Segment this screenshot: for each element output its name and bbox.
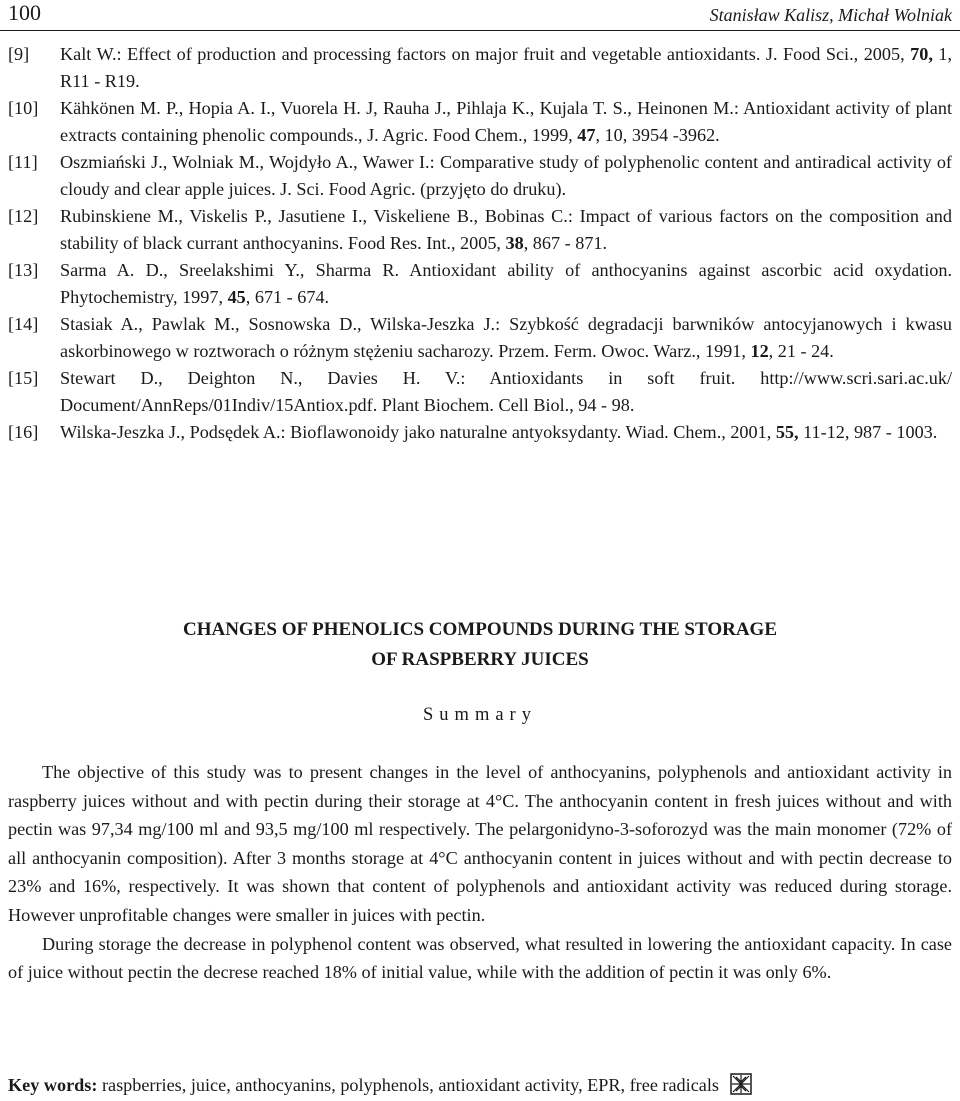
- reference-text-tail: , 10, 3954 -3962.: [595, 125, 720, 145]
- title-line-1: CHANGES OF PHENOLICS COMPOUNDS DURING THE STORAGE: [182, 619, 777, 640]
- reference-text-tail: , 671 - 674.: [245, 287, 330, 307]
- reference-number: [16]: [8, 422, 39, 442]
- reference-item: [8, 311, 952, 365]
- reference-number: [10]: [8, 98, 39, 118]
- page-header: [0, 0, 960, 34]
- reference-item: [8, 257, 952, 311]
- reference-item: [8, 95, 952, 149]
- summary-heading: Summary: [423, 705, 537, 725]
- reference-volume: 55,: [775, 422, 799, 442]
- reference-text-tail: 11-12, 987 - 1003.: [798, 422, 938, 442]
- reference-text: Sarma A. D., Sreelakshimi Y., Sharma R. Antioxidant ability of anthocyanins against ascorbic acid oxydation. Phytochemistry, 1997,: [60, 260, 952, 307]
- reference-item: [8, 203, 952, 257]
- reference-volume: 45: [227, 287, 246, 307]
- reference-number: [14]: [8, 314, 39, 334]
- reference-text: Stasiak A., Pawlak M., Sosnowska D., Wilska-Jeszka J.: Szybkość degradacji barwników antocyjanowych i kwasu askorbinowego w roztworach o różnym stężeniu sacharozy. Przem. Ferm. Owoc. Warz., 1991,: [60, 314, 952, 361]
- keywords-label: Key words:: [8, 1075, 98, 1095]
- summary-paragraph-1: The objective of this study was to present changes in the level of anthocyanins, polyphenols and antioxidant activity in raspberry juices without and with pectin during their storage at 4°C. The anthocyanin content in fresh juices without and with pectin was 97,34 mg/100 ml and 93,5 mg/100 ml respectively. The pelargonidyno-3-soforozyd was the main monomer (72% of all anthocyanin composition). After 3 months storage at 4°C anthocyanin content in juices without and with pectin decrease to 23% and 16%, respectively. It was shown that content of polyphenols and antioxidant activity was reduced during storage. However unprofitable changes were smaller in juices with pectin.: [8, 762, 952, 925]
- keywords: [8, 1072, 952, 1098]
- reference-text-tail: 1, R11 - R19.: [60, 44, 952, 91]
- reference-text: Stewart D., Deighton N., Davies H. V.: Antioxidants in soft fruit. http://www.scri.sari.ac.uk/ Document/AnnReps/01Indiv/15Antiox.pdf. Plant Biochem. Cell Biol., 94 - 98.: [60, 368, 952, 415]
- reference-text: Oszmiański J., Wolniak M., Wojdyło A., Wawer I.: Comparative study of polyphenolic content and antiradical activity of cloudy and clear apple juices. J. Sci. Food Agric. (przyjęto do druku).: [60, 152, 952, 199]
- reference-volume: 38: [505, 233, 524, 253]
- summary-body: [8, 758, 952, 987]
- reference-item: [8, 365, 952, 419]
- reference-item: [8, 419, 952, 446]
- reference-item: [8, 149, 952, 203]
- summary-paragraph-2: During storage the decrease in polyphenol content was observed, what resulted in lowering the antioxidant capacity. In case of juice without pectin the decrese reached 18% of initial value, while with the addition of pectin it was only 6%.: [8, 933, 952, 983]
- english-title: [0, 615, 960, 675]
- reference-text: Wilska-Jeszka J., Podsędek A.: Bioflawonoidy jako naturalne antyoksydanty. Wiad. Chem., 2001,: [60, 422, 776, 442]
- reference-volume: 70,: [910, 44, 933, 64]
- reference-text: Kalt W.: Effect of production and processing factors on major fruit and vegetable antioxidants. J. Food Sci., 2005,: [60, 44, 911, 64]
- reference-list: [8, 41, 952, 446]
- page-number: 100: [8, 0, 41, 25]
- reference-text: Kähkönen M. P., Hopia A. I., Vuorela H. J, Rauha J., Pihlaja K., Kujala T. S., Heinonen M.: Antioxidant activity of plant extracts containing phenolic compounds., J. Agric. Food Chem., 1999,: [60, 98, 952, 145]
- header-rule: [0, 30, 960, 31]
- reference-text-tail: , 867 - 871.: [523, 233, 608, 253]
- reference-volume: 12: [750, 341, 769, 361]
- reference-number: [11]: [8, 152, 38, 172]
- running-head: Stanisław Kalisz, Michał Wolniak: [709, 5, 952, 25]
- reference-number: [15]: [8, 368, 39, 388]
- reference-item: [8, 41, 952, 95]
- reference-number: [13]: [8, 260, 39, 280]
- reference-text: Rubinskiene M., Viskelis P., Jasutiene I., Viskeliene B., Bobinas C.: Impact of various factors on the composition and stability of black currant anthocyanins. Food Res. Int., 2005,: [60, 206, 952, 253]
- reference-number: [9]: [8, 44, 30, 64]
- keywords-text: raspberries, juice, anthocyanins, polyphenols, antioxidant activity, EPR, free radicals: [97, 1075, 719, 1095]
- end-of-article-mark-icon: [730, 1073, 752, 1095]
- title-line-2: OF RASPBERRY JUICES: [371, 649, 589, 670]
- reference-number: [12]: [8, 206, 39, 226]
- reference-text-tail: , 21 - 24.: [768, 341, 834, 361]
- reference-volume: 47: [577, 125, 596, 145]
